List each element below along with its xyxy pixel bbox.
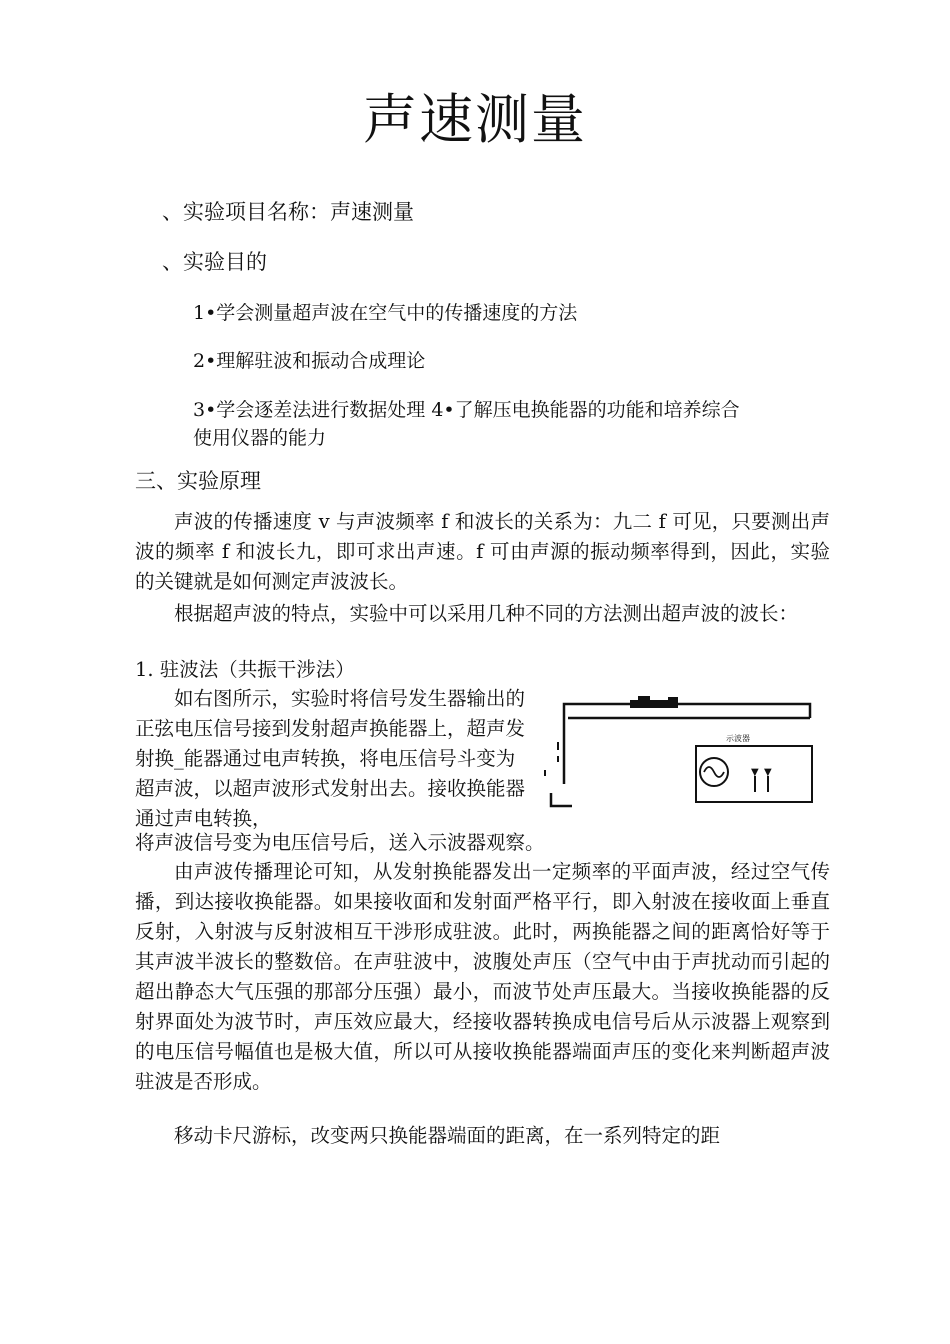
section-heading-2: 、实验目的 [162, 250, 267, 274]
apparatus-diagram [538, 688, 814, 818]
section-heading-1: 、实验项目名称：声速测量 [162, 200, 414, 224]
section-heading-3: 三、实验原理 [135, 469, 261, 493]
method-paragraph-tail: 将声波信号变为电压信号后，送入示波器观察。 [135, 831, 545, 854]
terminal-icon: ▼ [751, 767, 759, 778]
objective-item-2: 2•理解驻波和振动合成理论 [193, 350, 426, 372]
principle-paragraph-4: 由声波传播理论可知，从发射换能器发出一定频率的平面声波，经过空气传播，到达接收换能器。如果接收面和发射面严格平行，即入射波在接收面上垂直反射，入射波与反射波相互干涉形成驻波。此时，两换能器之间的距离恰好等于其声波半波长的整数倍。在声驻波中，波腹处声压（空气中由于声扰动而引起的超出静态大气压强的那部分压强）最小，而波节处声压最大。当接收换能器的反射界面处为波节时，声压效应最大，经接收器转换成电信号后从示波器上观察到的电压信号幅值也是极大值，所以可从接收换能器端面声压的变化来判断超声波驻波是否形成。 [135, 860, 830, 1093]
principle-paragraph-2: 根据超声波的特点，实验中可以采用几种不同的方法测出超声波的波长： [174, 602, 799, 625]
oscilloscope-label: 示波器 [726, 734, 750, 743]
terminal-icon: ▼ [764, 767, 772, 778]
objective-item-3: 3•学会逐差法进行数据处理 4•了解压电换能器的功能和培养综合 [193, 399, 740, 421]
method-heading: 1. 驻波法（共振干涉法） [135, 658, 355, 681]
page-title: 声速测量 [363, 88, 587, 151]
principle-paragraph-1: 声波的传播速度 v 与声波频率 f 和波长的关系为：九二 f 可见，只要测出声波的频率 f 和波长九，即可求出声速。f 可由声源的振动频率得到，因此，实验的关键就是如何测定声波波长。 [135, 510, 830, 593]
objective-item-3-cont: 使用仪器的能力 [193, 427, 327, 449]
method-paragraph-wrap: 如右图所示，实验时将信号发生器输出的正弦电压信号接到发射超声换能器上，超声发射换_能器通过电声转换，将电压信号斗变为超声波，以超声波形式发射出去。接收换能器通过声电转换， [135, 687, 526, 830]
objective-item-1: 1•学会测量超声波在空气中的传播速度的方法 [193, 302, 578, 324]
principle-paragraph-5: 移动卡尺游标，改变两只换能器端面的距离，在一系列特定的距 [174, 1124, 721, 1147]
